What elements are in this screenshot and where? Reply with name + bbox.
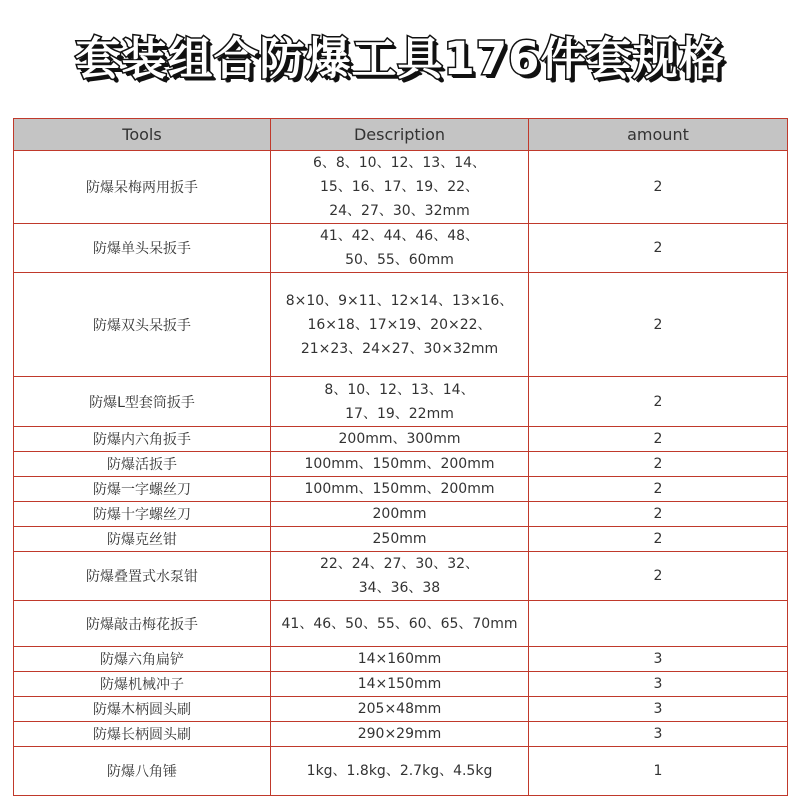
- tool-name-cell: 防爆双头呆扳手: [14, 273, 271, 377]
- description-line: 21×23、24×27、30×32mm: [300, 340, 499, 357]
- table-row: [14, 697, 788, 722]
- tool-name-cell: 防爆L型套筒扳手: [14, 377, 271, 427]
- table-row: [14, 377, 788, 427]
- tool-name-cell: 防爆十字螺丝刀: [14, 502, 271, 527]
- table-row: [14, 552, 788, 601]
- description-cell: [271, 697, 529, 722]
- tool-name-cell: 防爆木柄圆头刷: [14, 697, 271, 722]
- header-tools: Tools: [14, 119, 271, 151]
- table-header-row: [14, 119, 788, 151]
- description-line: 22、24、27、30、32、: [319, 556, 480, 572]
- table-row: [14, 224, 788, 273]
- description-line: 14×160mm: [357, 651, 442, 667]
- tool-name-cell: 防爆呆梅两用扳手: [14, 151, 271, 224]
- description-line: 8×10、9×11、12×14、13×16、: [285, 292, 514, 309]
- tool-name-cell: 防爆活扳手: [14, 452, 271, 477]
- description-line: 200mm: [372, 506, 427, 522]
- description-cell: [271, 647, 529, 672]
- tool-name-cell: 防爆八角锤: [14, 747, 271, 796]
- amount-cell: 2: [529, 151, 788, 224]
- amount-cell: 2: [529, 377, 788, 427]
- description-cell: [271, 224, 529, 273]
- amount-cell: 2: [529, 552, 788, 601]
- description-line: 250mm: [372, 531, 427, 547]
- description-cell: [271, 552, 529, 601]
- description-line: 24、27、30、32mm: [329, 203, 470, 219]
- description-cell: [271, 427, 529, 452]
- table-row: [14, 722, 788, 747]
- description-cell: [271, 527, 529, 552]
- description-line: 8、10、12、13、14、: [324, 381, 475, 398]
- amount-cell: 3: [529, 697, 788, 722]
- tool-name-cell: 防爆克丝钳: [14, 527, 271, 552]
- description-cell: [271, 452, 529, 477]
- header-description: Description: [271, 119, 529, 151]
- description-line: 290×29mm: [357, 726, 442, 742]
- amount-cell: 3: [529, 647, 788, 672]
- table-row: [14, 273, 788, 377]
- table-row: [14, 527, 788, 552]
- description-line: 14×150mm: [357, 676, 442, 692]
- amount-cell: 2: [529, 527, 788, 552]
- amount-cell: 2: [529, 452, 788, 477]
- tool-name-cell: 防爆长柄圆头刷: [14, 722, 271, 747]
- description-cell: [271, 377, 529, 427]
- tool-name-cell: 防爆一字螺丝刀: [14, 477, 271, 502]
- description-line: 1kg、1.8kg、2.7kg、4.5kg: [306, 763, 493, 779]
- description-line: 17、19、22mm: [345, 405, 454, 422]
- description-line: 50、55、60mm: [345, 252, 454, 268]
- amount-cell: 2: [529, 477, 788, 502]
- amount-cell: 3: [529, 672, 788, 697]
- amount-cell: 3: [529, 722, 788, 747]
- description-cell: [271, 601, 529, 647]
- table-row: [14, 477, 788, 502]
- description-line: 100mm、150mm、200mm: [304, 456, 495, 472]
- tool-name-cell: 防爆敲击梅花扳手: [14, 601, 271, 647]
- description-cell: [271, 151, 529, 224]
- description-cell: [271, 273, 529, 377]
- table-body: [14, 151, 788, 796]
- tool-name-cell: 防爆机械冲子: [14, 672, 271, 697]
- amount-cell: [529, 601, 788, 647]
- amount-cell: 2: [529, 273, 788, 377]
- amount-cell: 2: [529, 224, 788, 273]
- description-line: 41、46、50、55、60、65、70mm: [281, 615, 518, 632]
- description-line: 15、16、17、19、22、: [319, 179, 480, 195]
- description-cell: [271, 672, 529, 697]
- description-line: 34、36、38: [358, 580, 441, 596]
- table-row: [14, 672, 788, 697]
- table-row: [14, 427, 788, 452]
- table-row: [14, 647, 788, 672]
- header-amount: amount: [529, 119, 788, 151]
- description-cell: [271, 747, 529, 796]
- table-row: [14, 502, 788, 527]
- table-row: [14, 151, 788, 224]
- amount-cell: 1: [529, 747, 788, 796]
- description-cell: [271, 502, 529, 527]
- description-cell: [271, 722, 529, 747]
- description-line: 6、8、10、12、13、14、: [312, 155, 487, 171]
- tool-name-cell: 防爆六角扁铲: [14, 647, 271, 672]
- tool-name-cell: 防爆叠置式水泵钳: [14, 552, 271, 601]
- spec-table: [13, 118, 788, 796]
- description-line: 100mm、150mm、200mm: [304, 481, 495, 497]
- description-line: 205×48mm: [357, 701, 442, 717]
- amount-cell: 2: [529, 427, 788, 452]
- description-line: 200mm、300mm: [338, 431, 461, 447]
- tool-name-cell: 防爆单头呆扳手: [14, 224, 271, 273]
- description-cell: [271, 477, 529, 502]
- description-line: 41、42、44、46、48、: [319, 228, 480, 244]
- tool-name-cell: 防爆内六角扳手: [14, 427, 271, 452]
- table-row: [14, 452, 788, 477]
- description-line: 16×18、17×19、20×22、: [307, 316, 492, 333]
- table-row: [14, 747, 788, 796]
- table-row: [14, 601, 788, 647]
- page-title: 套装组合防爆工具176件套规格: [75, 32, 725, 85]
- amount-cell: 2: [529, 502, 788, 527]
